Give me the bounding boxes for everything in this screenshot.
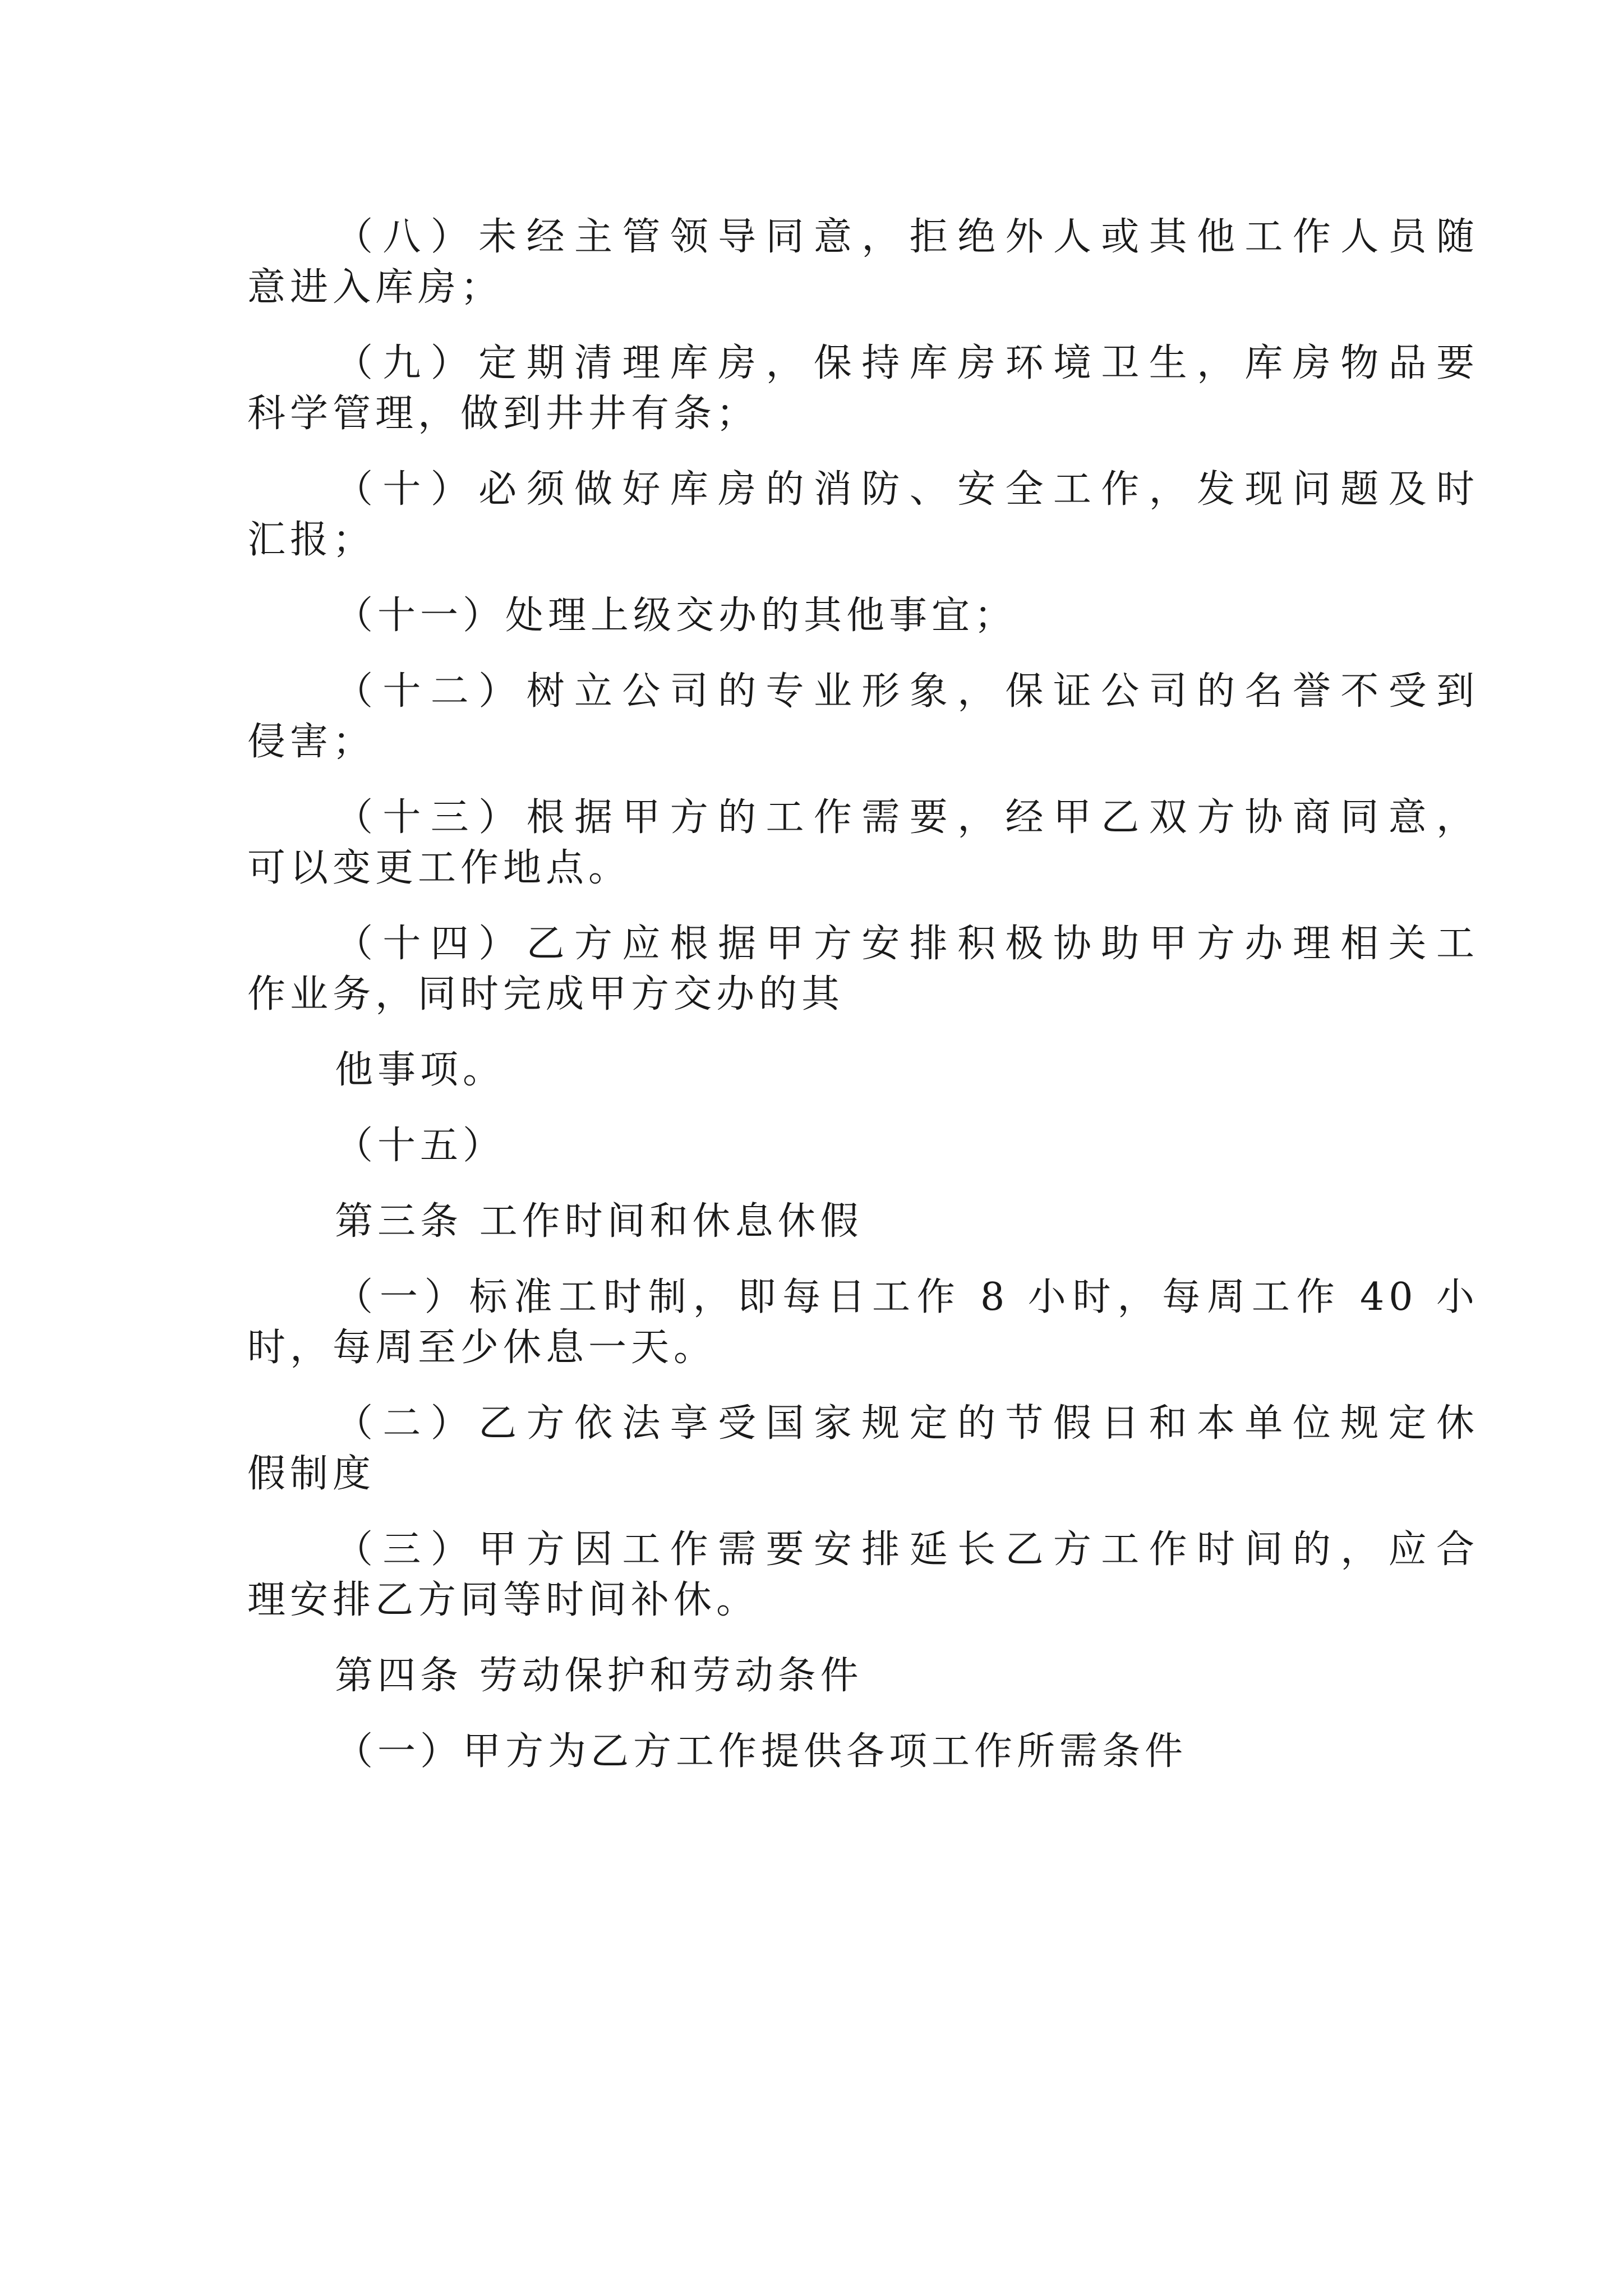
paragraph xyxy=(247,793,1479,894)
paragraph-line: （一）甲方为乙方工作提供各项工作所需条件 xyxy=(335,1729,1188,1774)
paragraph-line: （十二）树立公司的专业形象，保证公司的名誉不受到 xyxy=(335,669,1479,714)
document-body xyxy=(247,212,1479,1777)
paragraph-line: 他事项。 xyxy=(335,1048,506,1092)
paragraph xyxy=(247,1045,1391,1096)
paragraph-line: 侵害； xyxy=(247,720,376,764)
paragraph-line: （十三）根据甲方的工作需要，经甲乙双方协商同意， xyxy=(335,795,1479,840)
paragraph xyxy=(247,1398,1479,1499)
paragraph-line: 假制度 xyxy=(247,1452,376,1496)
paragraph-line: （十五） xyxy=(335,1124,506,1168)
paragraph-line: （十四）乙方应根据甲方安排积极协助甲方办理相关工 xyxy=(335,922,1479,966)
section-heading-line: 第三条 工作时间和休息休假 xyxy=(335,1199,863,1244)
paragraph-line: （二）乙方依法享受国家规定的节假日和本单位规定休 xyxy=(335,1401,1479,1446)
section-heading xyxy=(247,1197,1391,1247)
paragraph-line: 作业务，同时完成甲方交办的其 xyxy=(247,972,845,1016)
paragraph xyxy=(247,666,1479,767)
paragraph xyxy=(247,464,1479,565)
paragraph xyxy=(247,591,1391,641)
paragraph xyxy=(247,212,1479,313)
paragraph xyxy=(247,1525,1479,1626)
paragraph xyxy=(247,338,1479,439)
paragraph-line: （一）标准工时制，即每日工作 8 小时，每周工作 40 小 xyxy=(335,1275,1479,1319)
paragraph xyxy=(247,919,1479,1020)
paragraph-line: 理安排乙方同等时间补休。 xyxy=(247,1578,759,1622)
paragraph-line: （十一）处理上级交办的其他事宜； xyxy=(335,593,1017,638)
paragraph xyxy=(247,1727,1391,1777)
paragraph-line: （三）甲方因工作需要安排延长乙方工作时间的，应合 xyxy=(335,1527,1479,1572)
paragraph-line: （九）定期清理库房，保持库房环境卫生，库房物品要 xyxy=(335,341,1479,385)
section-heading xyxy=(247,1651,1391,1701)
paragraph xyxy=(247,1121,1391,1171)
paragraph-line: 汇报； xyxy=(247,518,376,562)
paragraph-line: （十）必须做好库房的消防、安全工作，发现问题及时 xyxy=(335,467,1479,512)
paragraph-line: （八）未经主管领导同意，拒绝外人或其他工作人员随 xyxy=(335,215,1479,259)
paragraph-line: 意进入库房； xyxy=(247,265,504,310)
paragraph-line: 科学管理，做到井井有条； xyxy=(247,392,759,436)
section-heading-line: 第四条 劳动保护和劳动条件 xyxy=(335,1654,863,1698)
paragraph-line: 时，每周至少休息一天。 xyxy=(247,1326,717,1370)
paragraph xyxy=(247,1272,1479,1373)
paragraph-line: 可以变更工作地点。 xyxy=(247,846,631,890)
